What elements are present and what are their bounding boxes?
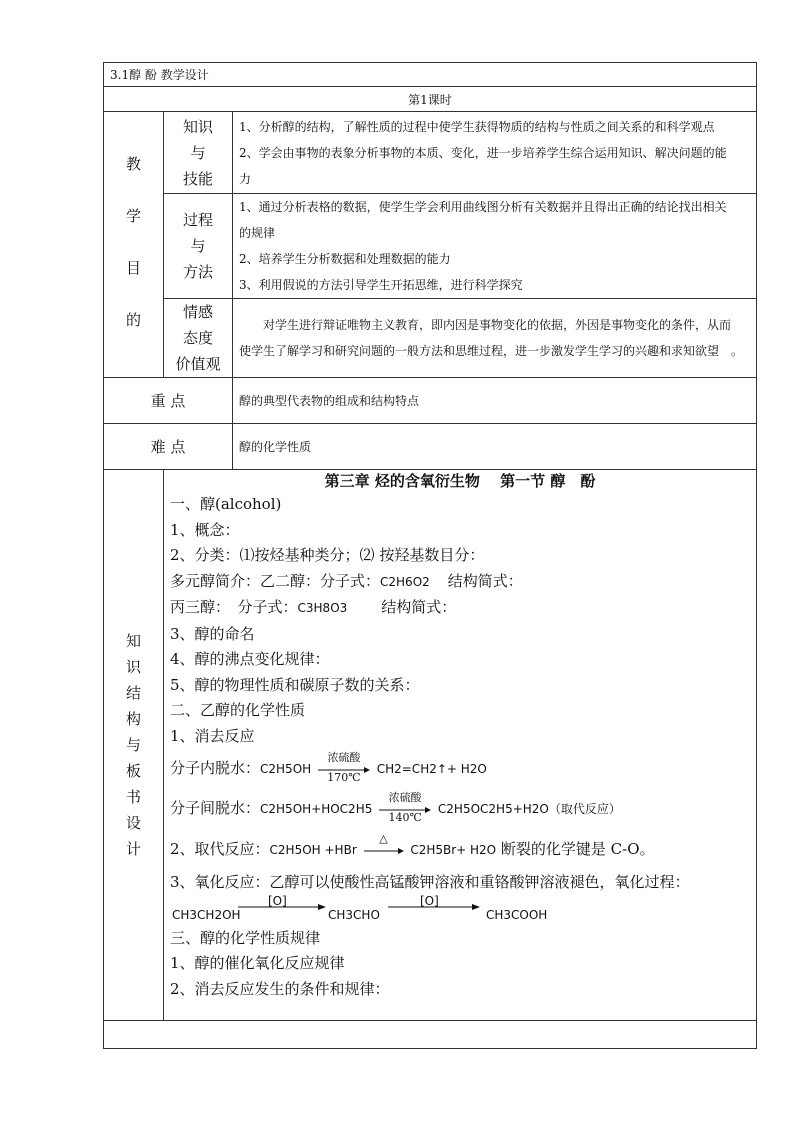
objectives-side-label: 教 学 目 的 — [104, 112, 164, 378]
reaction-arrow: 浓硫酸 170℃ — [318, 758, 370, 780]
objective-category-knowledge: 知识 与 技能 — [164, 112, 233, 194]
objective-knowledge-text: 1、分析醇的结构，了解性质的过程中使学生获得物质的结构与性质之间关系的和科学观点 2、学会由事物的表象分析事物的本质、变化，进一步培养学生综合运用知识、解决问题的能 力 — [233, 112, 757, 194]
difficulty-text: 醇的化学性质 — [233, 424, 757, 470]
oxidation-line: 3、氧化反应：乙醇可以使酸性高锰酸钾溶液和重铬酸钾溶液褪色，氧化过程： — [170, 873, 690, 891]
difficulty-label: 难 点 — [104, 424, 233, 470]
objective-attitude-text: 对学生进行辩证唯物主义教育，即内因是事物变化的依据，外因是事物变化的条件，从而 使学生了解学习和研究问题的一般方法和思维过程，进一步激发学生学习的兴趣和求知欲望 。 — [233, 299, 757, 378]
section-ethanol-heading: 二、乙醇的化学性质 — [170, 701, 306, 719]
board-design-content — [164, 470, 757, 1021]
lesson-plan-table — [103, 62, 757, 1049]
glycol-line: 多元醇简介：乙二醇：分子式：C2H6O2 结构简式： — [170, 571, 523, 590]
board-title: 第三章 烃的含氧衍生物 第一节 醇 酚 — [324, 472, 596, 490]
catalytic-oxidation-rule: 1、醇的催化氧化反应规律 — [170, 954, 345, 972]
objective-category-attitude: 情感 态度 价值观 — [164, 299, 233, 378]
empty-footer-row — [104, 1021, 757, 1049]
reaction-arrow: 浓硫酸 140℃ — [379, 798, 431, 820]
objective-category-process: 过程 与 方法 — [164, 194, 233, 299]
elimination-heading: 1、消去反应 — [170, 726, 255, 745]
elimination-rule: 2、消去反应发生的条件和规律： — [170, 979, 390, 998]
objective-process-text: 1、通过分析表格的数据，使学生学会利用曲线图分析有关数据并且得出正确的结论找出相关 的规律 2、培养学生分析数据和处理数据的能力 3、利用假说的方法引导学生开拓思维，进行科学探究 — [233, 194, 757, 299]
boiling-point-line: 4、醇的沸点变化规律： — [170, 650, 330, 668]
oxidation-process: CH3CH2OH [O] CH3CHO [O] CH3COOH — [172, 893, 548, 922]
document-title: 3.1醇 酚 教学设计 — [104, 63, 757, 87]
classification-line: 2、分类：⑴按烃基种类分；⑵ 按羟基数目分： — [170, 546, 485, 564]
intramolecular-dehydration: 分子内脱水：C2H5OH 浓硫酸 170℃ CH2=CH2↑+ H2O — [170, 751, 487, 784]
substitution-reaction: 2、取代反应：C2H5OH +HBr △ C2H5Br+ H2O 断裂的化学键是 C-O。 — [170, 829, 750, 870]
key-point-text: 醇的典型代表物的组成和结构特点 — [233, 378, 757, 424]
reaction-arrow: △ — [364, 839, 404, 861]
section-alcohol-heading: 一、醇(alcohol) — [170, 495, 282, 513]
section-rules-heading: 三、醇的化学性质规律 — [170, 928, 321, 947]
intermolecular-dehydration: 分子间脱水：C2H5OH+HOC2H5 浓硫酸 140℃ C2H5OC2H5+H2O（取代反应） — [170, 791, 621, 824]
naming-line: 3、醇的命名 — [170, 624, 255, 643]
key-point-label: 重 点 — [104, 378, 233, 424]
glycerol-line: 丙三醇： 分子式：C3H8O3 结构简式： — [170, 598, 457, 616]
board-side-label: 知 识 结 构 与 板 书 设 计 — [104, 470, 164, 1021]
concept-line: 1、概念： — [170, 520, 240, 539]
physical-properties-line: 5、醇的物理性质和碳原子数的关系： — [170, 675, 420, 694]
period-label: 第1课时 — [104, 87, 757, 112]
